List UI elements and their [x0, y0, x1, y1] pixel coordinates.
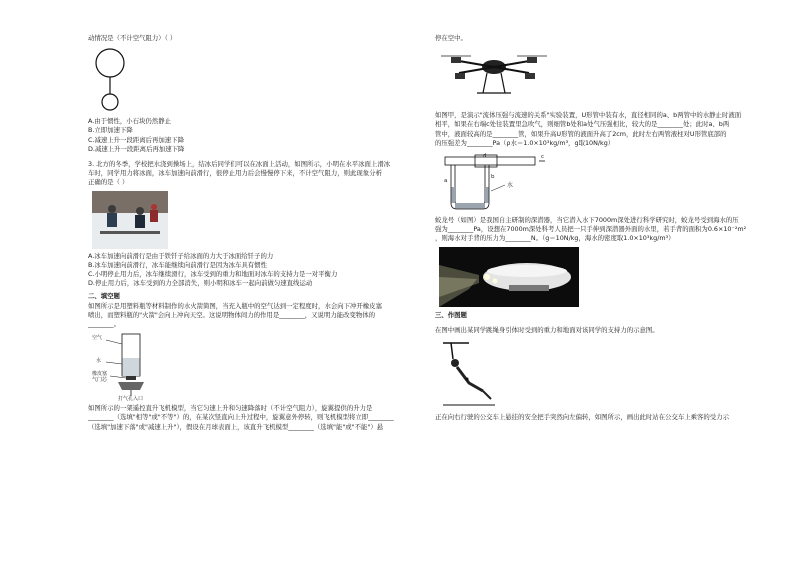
option-c: C.减速上升一段距离后再加速下降 — [88, 135, 184, 144]
option-d: D.减速上升一段距离后再加速下降 — [88, 144, 185, 153]
drone-figure — [439, 47, 549, 107]
submersible-photo — [439, 247, 579, 307]
label-a: a — [444, 178, 448, 185]
fill-question-line: 蛟龙号（如图）是我国自主研制的深潜器，当它潜入水下7000m深处进行科学研究时，蛟龙号受到海水的压 — [435, 216, 739, 225]
option-b: B.立即加速下降 — [88, 126, 133, 135]
left-column — [88, 34, 418, 432]
pendulum-figure — [92, 47, 418, 115]
fill-question-line: 喷出，而塑料瓶的"火箭"会向上冲向天空。这说明物体间力的作用是________，又说明力能改变物体的 — [88, 310, 376, 319]
option-b: B.冰车加速向前滑行，冰车能继续向前滑行是因为冰车具有惯性 — [88, 260, 267, 269]
question-text: 动情况是（不计空气阻力）（ ） — [88, 34, 177, 42]
fill-question-line: 如图所示的一架遥控直升飞机模型，当它匀速上升和匀速降落时（不计空气阻力），旋翼提供的升力是 — [88, 404, 373, 413]
label-air: 空气 — [92, 335, 103, 342]
fill-question-line: ，则海水对手背的压力为________N。（g＝10N/kg，海水的密度取1.0×10³kg/m³） — [435, 234, 675, 243]
fill-question-line: 的压强差为________Pa（ρ水＝1.0×10³kg/m³，g取10N/kg） — [435, 138, 615, 147]
label-b: b — [491, 174, 495, 181]
water-rocket-figure — [92, 332, 172, 402]
label-d: d — [483, 153, 487, 160]
drawing-question: 在图中画出某同学跳绳身引体时受到的重力和地面对该同学的支持力的示意图。 — [435, 325, 659, 334]
question-3-line: 车时，同学用力将冰面，冰车加速向前滑行，很停止用力后会慢慢停下来，不计空气阻力，则此现象分析 — [88, 169, 382, 178]
question-3-line: 3. 北方的冬季，学校把水浇到操场上，结冰后同学们可以在冰面上活动，如图所示，小明在水平冰面上滑冰 — [88, 160, 391, 169]
fill-question-line: 强为________Pa，设想在7000m深处科考人员把一只手伸到深潜器外面的水里，若手背的面积为0.6×10⁻²m² — [435, 225, 747, 234]
label-water: 水 — [96, 358, 102, 365]
label-water: 水 — [507, 182, 514, 190]
u-tube-figure — [439, 151, 549, 213]
option-a: A.由于惯性，小石块仍然静止 — [88, 117, 171, 126]
fill-question-line: ________。 — [88, 320, 120, 329]
fill-question-line: （选填"加速下落"或"减速上升"），假设在月球表面上，该直升飞机模型________（选填"能"或"不能"）悬 — [88, 422, 384, 431]
submersible-svg — [439, 247, 579, 307]
continued-text: 停在空中。 — [435, 34, 467, 42]
fill-question-line: 相平，如果在右端c处往装置里急吹气，则细管b处和a处气压强相比，较大的是________处；此时a、b两 — [435, 120, 730, 129]
drawing-question: 正在向右行驶的公交车上悬挂的安全把手突然向左偏转，如图所示，画出此时站在公交车上乘客的受力示 — [435, 413, 729, 422]
section-heading: 三、作图题 — [435, 310, 467, 319]
label-c: c — [541, 154, 545, 161]
drone-svg — [439, 47, 549, 107]
ice-sled-svg — [92, 191, 168, 249]
option-d: D.停止用力后，冰车受到的力全部消失，则小明和冰车一起向前做匀速直线运动 — [88, 279, 313, 288]
fill-question-line: 如图甲，是演示"流体压强与流速的关系"实验装置，U形管中装有水，直径相同的a、b两管中的水静止时液面 — [435, 111, 742, 120]
pendulum-svg — [92, 47, 132, 115]
fill-question-line: ________（选填"相等"或"不等"）的，在某次竖直向上升过程中，旋翼意外停转，则飞机模型将立即________ — [88, 413, 394, 422]
option-c: C.小明停止用力后，冰车继续滑行，冰车受到的重力和地面对冰车的支持力是一对平衡力 — [88, 270, 338, 279]
fill-question-line: 管中，液面较高的是________管，如果升高U形管的液面升高了2cm，此时左右两管液柱对U形管底部的 — [435, 129, 727, 138]
option-a: A.冰车加速向前滑行是由于铁钎子给冰面的力大于冰面给钎子的力 — [88, 251, 274, 260]
label-rubber-stopper: 橡皮塞 — [92, 371, 108, 378]
fill-question-line: 如图所示是用塑料瓶等材料制作的水火箭简图，当充入瓶中的空气达到一定程度时，水会向下冲开橡皮塞 — [88, 301, 382, 310]
ice-sled-photo — [92, 191, 168, 249]
question-3-line: 正确的是（ ） — [88, 178, 129, 187]
pullup-svg — [439, 339, 499, 409]
right-column — [435, 34, 765, 422]
label-valve: 气门芯 — [92, 377, 108, 384]
water-rocket-svg — [92, 332, 172, 402]
pullup-figure — [439, 339, 499, 409]
section-heading: 二、填空题 — [88, 292, 120, 301]
label-pump-inlet: 打气孔入口 — [118, 396, 144, 403]
